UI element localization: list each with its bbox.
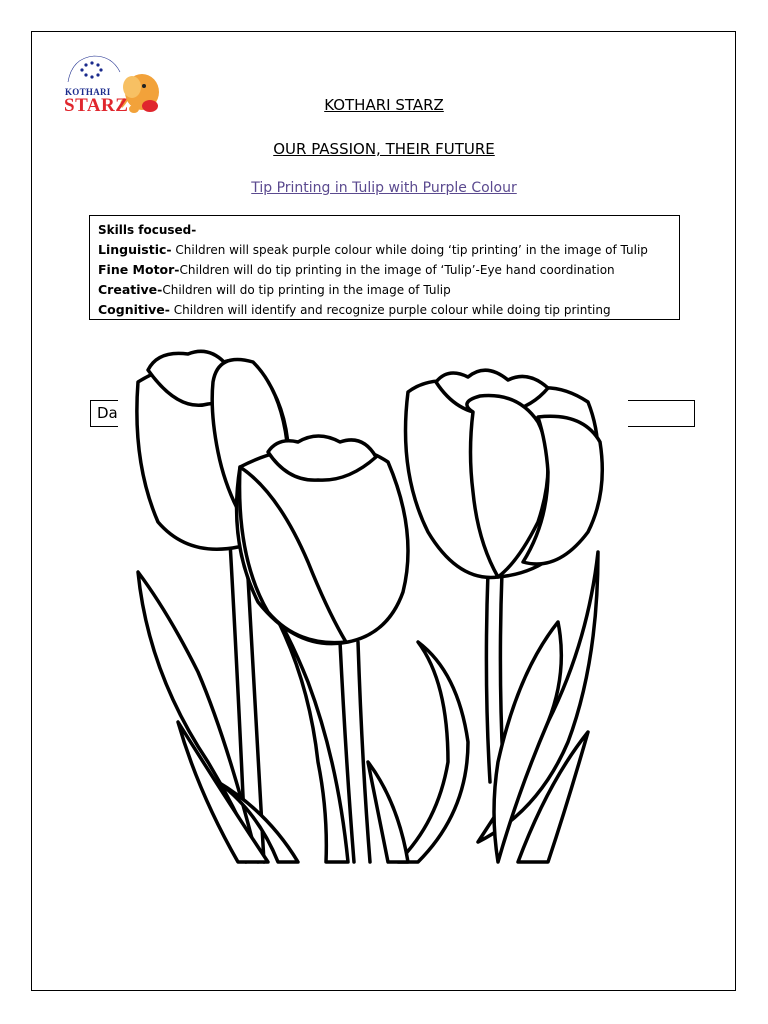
skill-text: Children will identify and recognize purple colour while doing tip printing: [169, 303, 611, 317]
skill-text: Children will do tip printing in the image of Tulip: [162, 283, 451, 297]
motto: OUR PASSION, THEIR FUTURE: [273, 140, 495, 158]
skill-row-linguistic: [98, 240, 671, 260]
school-name: KOTHARI STARZ: [324, 96, 444, 114]
skill-text: Children will do tip printing in the image of ‘Tulip’-Eye hand coordination: [179, 263, 615, 277]
skills-box: [89, 215, 680, 320]
skill-name: Creative-: [98, 282, 163, 297]
skill-name: Cognitive-: [98, 302, 170, 317]
skill-row-cognitive: [98, 300, 671, 320]
date-label: Da: [97, 404, 118, 422]
logo-brand-top: KOTHARI: [65, 87, 111, 97]
skill-name: Fine Motor-: [98, 262, 180, 277]
skill-row-creative: [98, 280, 671, 300]
activity-title: Tip Printing in Tulip with Purple Colour: [251, 180, 517, 196]
logo-brand-main: STARZ: [64, 95, 129, 116]
skills-heading: Skills focused-: [98, 223, 197, 237]
tulip-outline-drawing[interactable]: [118, 342, 628, 876]
skill-name: Linguistic-: [98, 242, 172, 257]
skill-text: Children will speak purple colour while doing ‘tip printing’ in the image of Tulip: [171, 243, 648, 257]
skill-row-fine-motor: [98, 260, 671, 280]
